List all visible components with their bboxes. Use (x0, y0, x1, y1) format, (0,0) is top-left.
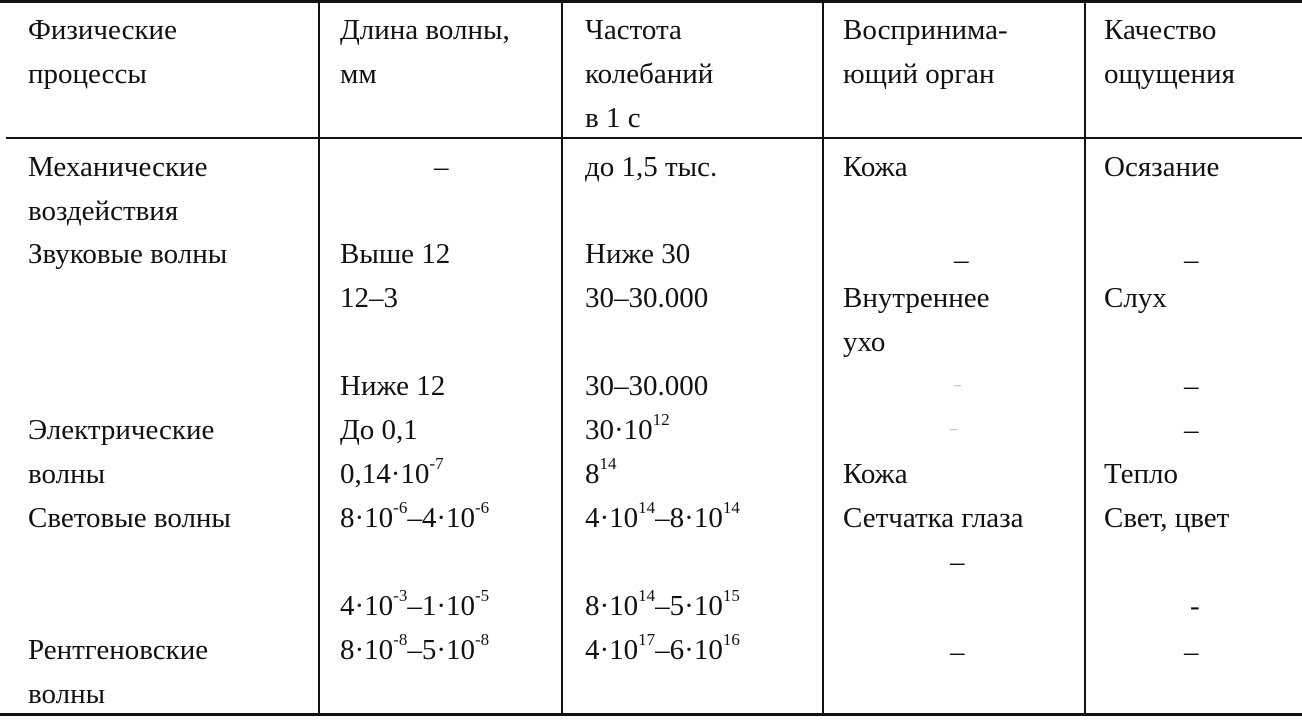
cell-elec2-quality: Тепло (1104, 458, 1178, 490)
cell-xray-process: Рентгеновские волны (28, 634, 209, 710)
cell-light1-wave (340, 496, 489, 540)
xray-wave-b: –5·10 (407, 634, 476, 666)
cell-mech-process: Механические воздействия (28, 151, 208, 227)
light3-freq-a-exp: 14 (638, 586, 656, 606)
cell-sound1-quality: – (1184, 244, 1199, 276)
cell-elec1-organ: – (950, 422, 957, 437)
light3-freq-b: –5·10 (655, 590, 723, 622)
elec2-wave-base: 0,14·10 (340, 458, 430, 490)
cell-elec2-organ: Кожа (843, 458, 908, 490)
cell-elec2-wave (340, 452, 444, 496)
cell-xray-wave (340, 628, 489, 672)
light3-freq-b-exp: 15 (722, 586, 740, 606)
cell-sound-process: Звуковые волны (28, 238, 228, 270)
header-sensation-quality: Качество ощущения (1104, 14, 1235, 90)
elec2-freq-exp: 14 (599, 454, 617, 474)
cell-light1-quality: Свет, цвет (1104, 502, 1230, 534)
xray-wave-b-exp: -8 (475, 630, 490, 650)
cell-light2-organ: – (950, 546, 965, 578)
xray-wave-a: 8·10 (340, 634, 394, 666)
cell-light3-wave (340, 584, 489, 628)
cell-mech-quality: Осязание (1104, 151, 1220, 183)
column-divider-4 (1084, 2, 1086, 714)
cell-elec1-wave: До 0,1 (340, 414, 418, 446)
light1-freq-a: 4·10 (585, 502, 639, 534)
cell-mech-freq: до 1,5 тыс. (585, 151, 718, 183)
cell-sound2-quality: Слух (1104, 282, 1167, 314)
cell-xray-quality: – (1184, 636, 1199, 668)
cell-sound2-wave: 12–3 (340, 282, 398, 314)
light3-wave-b-exp: -5 (475, 586, 490, 606)
cell-sound1-freq: Ниже 30 (585, 238, 691, 270)
column-divider-2 (561, 2, 563, 714)
cell-sound3-organ: – (954, 378, 961, 393)
cell-elec-process: Электрические волны (28, 414, 215, 490)
cell-sound3-freq: 30–30.000 (585, 370, 709, 402)
column-divider-3 (822, 2, 824, 714)
light3-freq-a: 8·10 (585, 590, 639, 622)
elec2-wave-exp: -7 (429, 454, 444, 474)
cell-light3-quality: - (1190, 590, 1200, 622)
light1-wave-a-exp: -6 (393, 498, 408, 518)
light1-freq-b-exp: 14 (722, 498, 740, 518)
light3-wave-a: 4·10 (340, 590, 394, 622)
cell-light3-freq (585, 584, 740, 628)
cell-sound1-wave: Выше 12 (340, 238, 451, 270)
xray-wave-a-exp: -8 (393, 630, 408, 650)
xray-freq-b: –6·10 (655, 634, 723, 666)
elec1-freq-exp: 12 (652, 410, 670, 430)
cell-mech-organ: Кожа (843, 151, 908, 183)
header-receptor-organ: Воспринима- ющий орган (843, 14, 1008, 90)
cell-sound1-organ: – (954, 244, 969, 276)
cell-light1-freq (585, 496, 740, 540)
light1-freq-a-exp: 14 (638, 498, 656, 518)
header-wavelength: Длина волны, мм (340, 14, 510, 90)
elec1-freq-base: 30·10 (585, 414, 653, 446)
light1-wave-a: 8·10 (340, 502, 394, 534)
table-top-border (0, 0, 1302, 3)
cell-sound2-freq: 30–30.000 (585, 282, 709, 314)
elec2-freq-base: 8 (585, 458, 600, 490)
xray-freq-a: 4·10 (585, 634, 639, 666)
cell-sound3-quality: – (1184, 370, 1199, 402)
xray-freq-a-exp: 17 (638, 630, 656, 650)
cell-light1-organ: Сетчатка глаза (843, 502, 1024, 534)
cell-mech-wave: – (434, 151, 449, 183)
light3-wave-a-exp: -3 (393, 586, 408, 606)
cell-elec1-freq (585, 408, 670, 452)
header-physical-processes: Физические процессы (28, 14, 177, 90)
cell-sound2-organ: Внутреннее ухо (843, 282, 990, 358)
light3-wave-b: –1·10 (407, 590, 476, 622)
light1-wave-b-exp: -6 (475, 498, 490, 518)
light1-wave-b: –4·10 (407, 502, 476, 534)
column-divider-1 (318, 2, 320, 714)
cell-xray-organ: – (950, 636, 965, 668)
cell-light-process: Световые волны (28, 502, 231, 534)
header-frequency: Частота колебаний в 1 с (585, 14, 714, 134)
cell-elec1-quality: – (1184, 414, 1199, 446)
cell-elec2-freq (585, 452, 617, 496)
cell-sound3-wave: Ниже 12 (340, 370, 446, 402)
light1-freq-b: –8·10 (655, 502, 723, 534)
xray-freq-b-exp: 16 (722, 630, 740, 650)
cell-xray-freq (585, 628, 740, 672)
